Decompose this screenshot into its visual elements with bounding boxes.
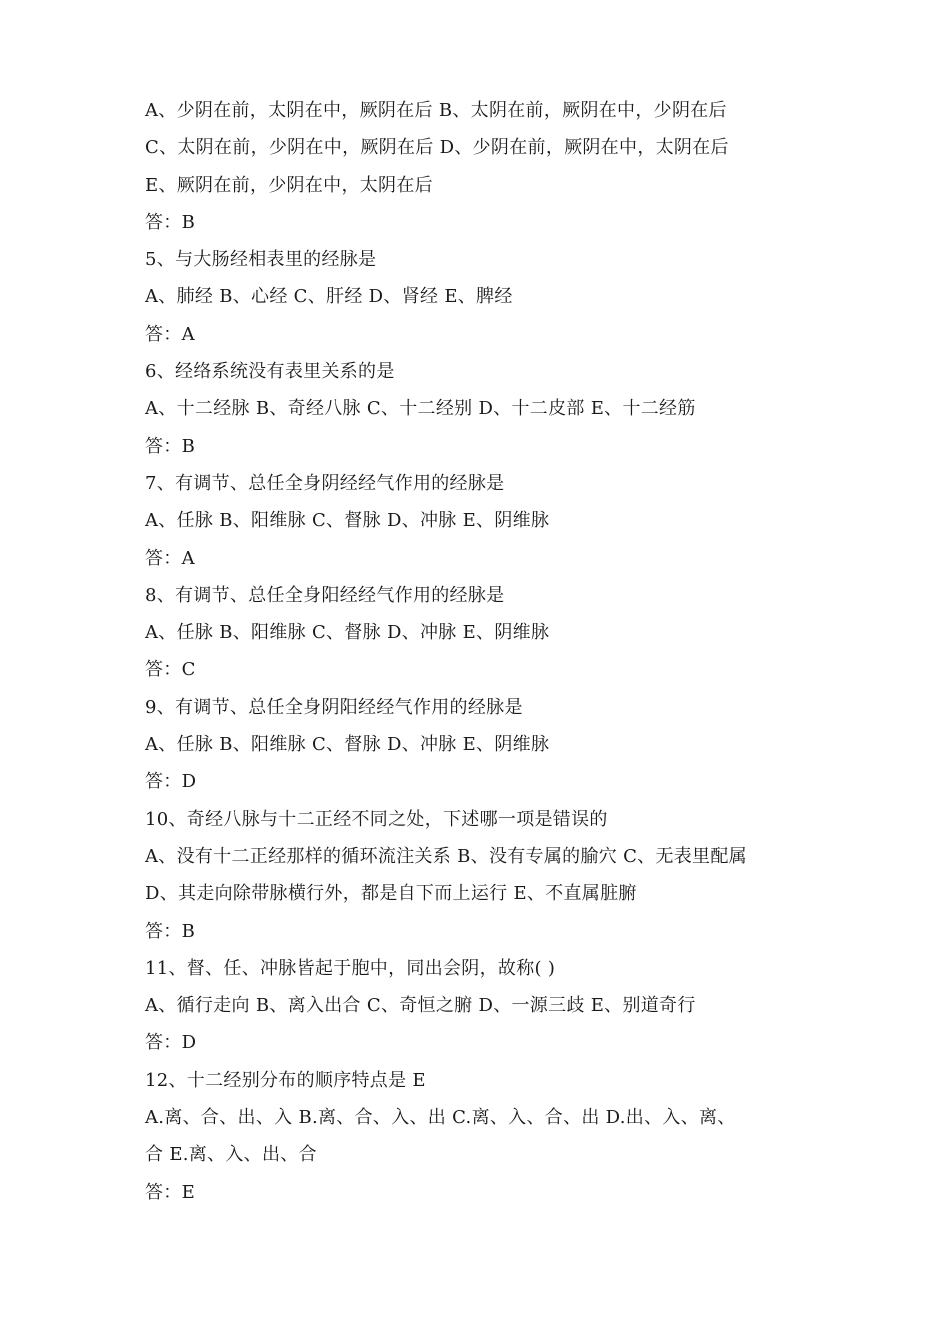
option-line: D、其走向除带脉横行外，都是自下而上运行 E、不直属脏腑 [145, 883, 637, 905]
option-line: A、少阴在前，太阴在中，厥阴在后 B、太阴在前，厥阴在中，少阴在后 [145, 100, 727, 121]
option-line: E、厥阴在前，少阴在中，太阴在后 [145, 174, 433, 196]
option-line: A、没有十二正经那样的循环流注关系 B、没有专属的腧穴 C、无表里配属 [145, 845, 747, 867]
question-5: 5、与大肠经相表里的经脉是 [145, 249, 377, 271]
option-line: A、循行走向 B、离入出合 C、奇恒之腑 D、一源三歧 E、别道奇行 [145, 995, 696, 1017]
question-11: 11、督、任、冲脉皆起于胞中，同出会阴，故称( ) [145, 957, 556, 979]
answer-line: 答：B [145, 920, 196, 942]
answer-line: 答：E [145, 1181, 196, 1203]
option-line: A、任脉 B、阳维脉 C、督脉 D、冲脉 E、阴维脉 [145, 622, 550, 644]
question-list [145, 92, 845, 1211]
question-12: 12、十二经别分布的顺序特点是 E [145, 1069, 426, 1091]
option-line: A、十二经脉 B、奇经八脉 C、十二经别 D、十二皮部 E、十二经筋 [145, 398, 696, 420]
question-7: 7、有调节、总任全身阴经经气作用的经脉是 [145, 472, 505, 494]
answer-line: 答：A [145, 323, 195, 345]
answer-line: 答：D [145, 771, 197, 793]
question-8: 8、有调节、总任全身阳经经气作用的经脉是 [145, 584, 505, 606]
question-9: 9、有调节、总任全身阴阳经经气作用的经脉是 [145, 696, 523, 718]
answer-line: 答：B [145, 211, 196, 233]
answer-line: 答：B [145, 435, 196, 457]
answer-line: 答：A [145, 547, 195, 569]
option-line: A、任脉 B、阳维脉 C、督脉 D、冲脉 E、阴维脉 [145, 734, 550, 756]
option-line: A、肺经 B、心经 C、肝经 D、肾经 E、脾经 [145, 286, 513, 308]
answer-line: 答：C [145, 659, 196, 681]
option-line: A.离、合、出、入 B.离、合、入、出 C.离、入、合、出 D.出、入、离、 [145, 1107, 736, 1129]
option-line: C、太阴在前，少阴在中，厥阴在后 D、少阴在前，厥阴在中，太阴在后 [145, 137, 729, 159]
option-line: A、任脉 B、阳维脉 C、督脉 D、冲脉 E、阴维脉 [145, 510, 550, 532]
question-6: 6、经络系统没有表里关系的是 [145, 361, 395, 383]
option-line: 合 E.离、入、出、合 [145, 1144, 317, 1166]
question-10: 10、奇经八脉与十二正经不同之处，下述哪一项是错误的 [145, 808, 608, 830]
answer-line: 答：D [145, 1032, 197, 1054]
